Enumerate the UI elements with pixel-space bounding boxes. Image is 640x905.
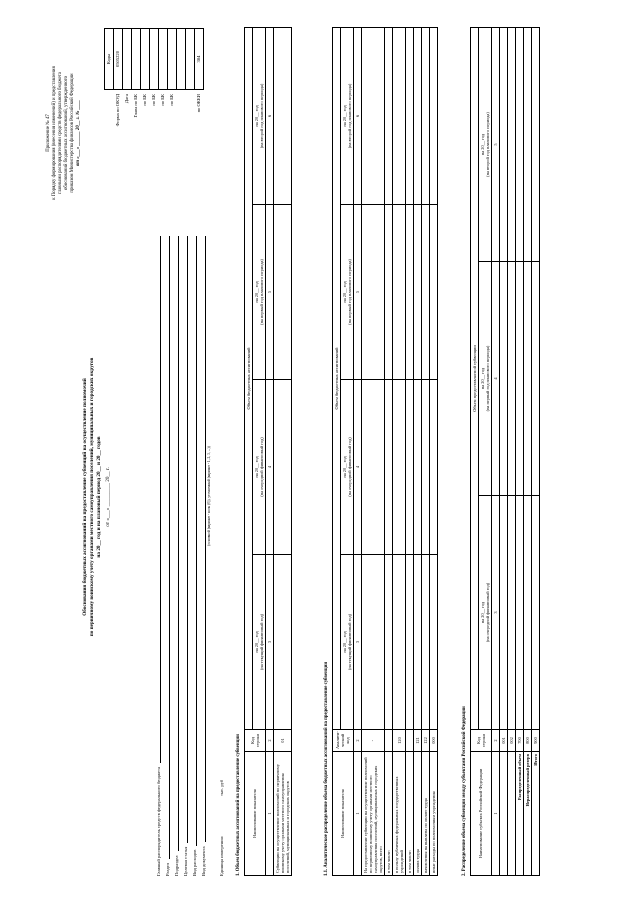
row-code: 01 (273, 730, 291, 752)
code-label: по БК (160, 94, 166, 106)
value-cell[interactable] (273, 205, 291, 380)
section-2-table (470, 27, 541, 876)
col-header-name: Наименование показателя (244, 752, 265, 876)
header-field-line (154, 236, 161, 763)
value-cell[interactable] (361, 555, 384, 730)
value-cell[interactable] (273, 380, 291, 555)
value-cell[interactable] (393, 27, 406, 204)
col-number: 4 (265, 380, 273, 555)
value-cell[interactable] (507, 262, 515, 496)
header-field-line (199, 236, 206, 842)
col-number: 1 (265, 752, 273, 876)
header-fields (152, 236, 224, 876)
value-cell[interactable] (406, 205, 414, 380)
header-field-label: Целевая статья (182, 846, 188, 876)
code-label: Дата (124, 94, 130, 104)
rotated-document-page (40, 22, 600, 882)
header-field-label: Вид документа (200, 846, 206, 876)
col-header-year: на 20__ год (на первый год планового периода) (252, 205, 265, 380)
col-header-year: на 20__ год (на текущий финансовый год) (252, 555, 265, 730)
col-number: 5 (353, 205, 361, 380)
col-header-group: Объем бюджетных ассигнований (244, 27, 252, 729)
col-header-year: на 20__ год (на очередной финансовый год) (340, 380, 353, 555)
value-cell[interactable] (499, 262, 507, 496)
row-code: 001 (499, 730, 507, 752)
title-line: на 20__ год и на плановый период 20__ и 20__ годов (95, 436, 102, 558)
title-line: по первичному воинскому учету органами местного самоуправления поселений, муниципальных и городских округов (88, 357, 95, 637)
row-name: в том числе: (385, 752, 393, 876)
approval-block (46, 28, 82, 238)
value-cell[interactable] (422, 380, 430, 555)
code-value (141, 29, 150, 90)
title-date: от «___» _________ 20__ г. (105, 467, 112, 527)
table-row (361, 27, 384, 875)
col-number: 6 (265, 27, 273, 204)
value-cell[interactable] (532, 27, 540, 261)
row-code: 121 (414, 730, 422, 752)
table-row (385, 27, 393, 875)
row-code: 800 (523, 730, 531, 752)
code-value (177, 29, 186, 90)
value-cell[interactable] (406, 555, 414, 730)
header-field-line (190, 236, 197, 846)
col-header-year: на 20__ год (на первый год планового периода) (340, 205, 353, 380)
value-cell[interactable] (499, 27, 507, 261)
section-1-1-title: 1.1. Аналитическое распределение объема бюджетных ассигнований на предоставление субвенции (324, 661, 329, 876)
code-label: по ОКЕИ (196, 94, 202, 113)
col-header-year: на 20__ год (на очередной финансовый год) (252, 380, 265, 555)
table-row (507, 27, 515, 875)
value-cell[interactable] (499, 496, 507, 730)
row-code: 122 (422, 730, 430, 752)
col-header-code: Код строки (244, 730, 265, 752)
header-field-label: Подраздел (173, 855, 179, 876)
header-field-row (170, 236, 179, 876)
col-header-year: на 20__ год (на второй год планового периода) (252, 27, 265, 204)
value-cell[interactable] (515, 27, 523, 261)
row-name: начисления на выплаты по оплате труда (422, 752, 430, 876)
col-header-year: на 20__ год (на второй год планового периода) (340, 27, 353, 204)
col-number: 2 (353, 730, 361, 752)
row-name (499, 752, 507, 876)
table-row (523, 27, 531, 875)
value-cell[interactable] (385, 27, 393, 204)
table-row (430, 27, 438, 875)
code-value: 0505220 (114, 29, 123, 90)
row-name: иные расходы по полномочиям учреждения (430, 752, 438, 876)
col-number: 2 (265, 730, 273, 752)
col-header-year: на 20__ год (на очередной финансовый год) (478, 496, 491, 730)
col-number: 3 (353, 555, 361, 730)
row-code: 700 (515, 730, 523, 752)
value-cell[interactable] (393, 555, 406, 730)
col-header-year: на 20__ год (на второй год планового периода) (478, 27, 491, 261)
col-number: 6 (353, 27, 361, 204)
row-name: На предоставление субвенции на осуществление полномочий по первичному воинскому учету органами местного самоуправления поселений, муниципальных и городских округов, всего (361, 752, 384, 876)
code-label: по БК (169, 94, 175, 106)
table-row (499, 27, 507, 875)
code-value (123, 29, 132, 90)
value-cell[interactable] (422, 555, 430, 730)
col-header-group: Объем предоставляемой субвенции (470, 27, 478, 729)
col-header-year: на 20__ год (на текущий финансовый год) (340, 555, 353, 730)
value-cell[interactable] (414, 555, 422, 730)
section-1-1-table (332, 27, 439, 876)
value-cell[interactable] (532, 496, 540, 730)
header-field-row (197, 236, 206, 876)
approval-line: обоснований бюджетных ассигнований, утвержденного (63, 76, 69, 191)
table-row (422, 27, 430, 875)
section-2 (462, 28, 540, 876)
col-number: 3 (491, 496, 499, 730)
approval-line: Приложение № 47 (46, 114, 51, 152)
row-name (507, 752, 515, 876)
section-1 (236, 28, 292, 876)
code-value (159, 29, 168, 90)
value-cell[interactable] (507, 496, 515, 730)
row-code: 900 (532, 730, 540, 752)
code-value: 384 (195, 29, 204, 90)
header-field-row (188, 236, 197, 876)
col-header-code: Код строки (470, 730, 491, 752)
row-name: Нераспределенный резерв (523, 752, 531, 876)
table-row (532, 27, 540, 875)
value-cell[interactable] (406, 380, 414, 555)
col-header-name: Наименование субъекта Российской Федерации (470, 752, 491, 876)
codes-table (104, 28, 204, 228)
row-name: Распределенный объем (515, 752, 523, 876)
col-number: 4 (353, 380, 361, 555)
value-cell[interactable] (430, 555, 438, 730)
header-field-row (161, 236, 170, 876)
value-cell[interactable] (523, 262, 531, 496)
col-number: 2 (491, 730, 499, 752)
value-cell[interactable] (385, 380, 393, 555)
value-cell[interactable] (385, 205, 393, 380)
value-cell[interactable] (430, 205, 438, 380)
row-name: Итого (532, 752, 540, 876)
row-name: в том числе: (406, 752, 414, 876)
value-cell[interactable] (507, 27, 515, 261)
value-cell[interactable] (406, 27, 414, 204)
code-label: Форма по ОКУД (115, 94, 121, 127)
value-cell[interactable] (523, 27, 531, 261)
header-field-row (152, 236, 161, 876)
value-cell[interactable] (430, 27, 438, 204)
value-cell[interactable] (273, 555, 291, 730)
document-type-note: (основной (вариант - ноль (0)), уточненный (вариант - 1, 2, 3, ...)) (207, 446, 211, 546)
value-cell[interactable] (523, 496, 531, 730)
table-row (406, 27, 414, 875)
col-number: 1 (353, 752, 361, 876)
table-row (393, 27, 406, 875)
row-code (385, 730, 393, 752)
value-cell[interactable] (532, 262, 540, 496)
col-header-year: на 20__ год (на первый год планового периода) (478, 262, 491, 496)
row-name: Субвенции на осуществление полномочий по первичному воинскому учету органами местного самоуправления поселений, муниципальных и городских округов (273, 752, 291, 876)
approval-line: приказом Министерства финансов Российской Федерации (69, 73, 75, 193)
value-cell[interactable] (361, 205, 384, 380)
value-cell[interactable] (273, 27, 291, 204)
value-cell[interactable] (385, 555, 393, 730)
value-cell[interactable] (430, 380, 438, 555)
col-header-name: Наименование показателя (332, 752, 353, 876)
value-cell[interactable] (361, 380, 384, 555)
code-value (132, 29, 141, 90)
code-label: по БК (151, 94, 157, 106)
value-cell[interactable] (393, 205, 406, 380)
header-field-label: Вид расходов (191, 849, 197, 876)
section-1-table (244, 27, 292, 876)
row-code: 000 (430, 730, 438, 752)
col-header-code: Аналити- ческий код (332, 730, 353, 752)
row-code (406, 730, 414, 752)
col-number: 3 (265, 555, 273, 730)
units-label: Единица измерения: (218, 836, 224, 876)
codes-header: Коды (105, 29, 114, 90)
col-number: 4 (491, 262, 499, 496)
code-value (150, 29, 159, 90)
section-1-title: 1. Объем бюджетных ассигнований на предоставление субвенции (236, 734, 241, 876)
row-name: в пользу публичных федеральных государственных учреждений (393, 752, 406, 876)
document-title (82, 262, 112, 732)
code-label (186, 90, 195, 229)
code-value (186, 29, 195, 90)
header-field-line (181, 236, 188, 843)
approval-line: главными распорядителями средств федерального бюджета (57, 72, 63, 194)
value-cell[interactable] (422, 27, 430, 204)
section-2-title: 2. Распределение объема субвенции между субъектами Российской Федерации (462, 706, 467, 876)
row-code: 120 (393, 730, 406, 752)
table-row (414, 27, 422, 875)
row-code: 002 (507, 730, 515, 752)
code-label: Глава по БК (133, 94, 139, 118)
section-1-1 (324, 28, 438, 876)
value-cell[interactable] (515, 496, 523, 730)
title-line: Обоснования бюджетных ассигнований на предоставление субвенций на осуществление полномочий (82, 378, 88, 616)
col-number: 5 (491, 27, 499, 261)
code-label: по БК (142, 94, 148, 106)
value-cell[interactable] (393, 380, 406, 555)
code-value (168, 29, 177, 90)
row-code: - (361, 730, 384, 752)
value-cell[interactable] (414, 205, 422, 380)
col-number: 5 (265, 205, 273, 380)
approval-signature-line: от «___» ______ 20__ г. № ____ (75, 99, 81, 167)
approval-line: к Порядку формирования (внесения изменений) и представления (51, 66, 57, 200)
code-label (177, 90, 186, 229)
value-cell[interactable] (414, 27, 422, 204)
value-cell[interactable] (361, 27, 384, 204)
value-cell[interactable] (422, 205, 430, 380)
units-value: тыс. руб (218, 779, 224, 797)
row-name: оплата труда (414, 752, 422, 876)
header-field-line (163, 236, 170, 859)
value-cell[interactable] (515, 262, 523, 496)
table-row (515, 27, 523, 875)
table-row (273, 27, 291, 875)
header-field-row (179, 236, 188, 876)
col-number: 1 (491, 752, 499, 876)
header-field-line (172, 236, 179, 851)
col-header-group: Объем бюджетных ассигнований (332, 27, 340, 729)
header-field-label: Раздел (164, 863, 170, 876)
header-field-label: Главный распорядитель средств федерального бюджета (155, 766, 161, 876)
value-cell[interactable] (414, 380, 422, 555)
units-row (215, 236, 224, 876)
